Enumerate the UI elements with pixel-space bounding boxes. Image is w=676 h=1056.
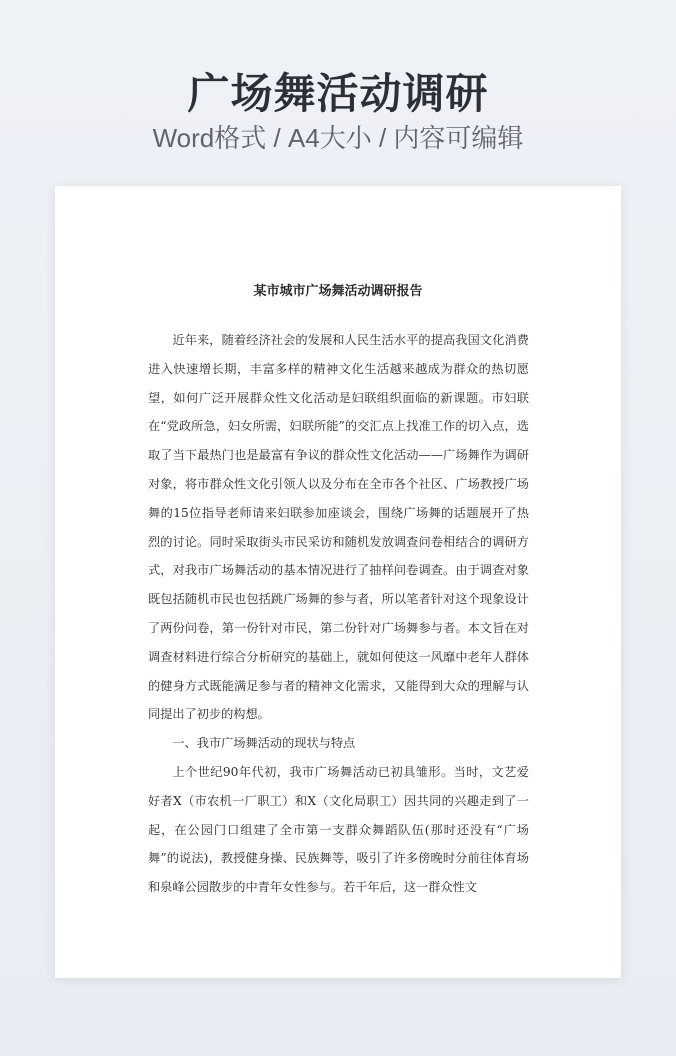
intro-paragraph: 近年来，随着经济社会的发展和人民生活水平的提高我国文化消费进入快速增长期，丰富多样的精神文化生活越来越成为群众的热切愿望，如何广泛开展群众性文化活动是妇联组织面临的新课题。市妇联在“党政所急，妇女所需，妇联所能”的交汇点上找准工作的切入点，选取了当下最热门也是最富有争议的群众性文化活动——广场舞作为调研对象，将市群众性文化引领人以及分布在全市各个社区、广场教授广场舞的15位指导老师请来妇联参加座谈会，围绕广场舞的话题展开了热烈的讨论。同时采取街头市民采访和随机发放调查问卷相结合的调研方式，对我市广场舞活动的基本情况进行了抽样问卷调查。由于调查对象既包括随机市民也包括跳广场舞的参与者，所以笔者针对这个现象设计了两份问卷，第一份针对市民，第二份针对广场舞参与者。本文旨在对调查材料进行综合分析研究的基础上，就如何使这一风靡中老年人群体的健身方式既能满足参与者的精神文化需求，又能得到大众的理解与认同提出了初步的构想。	[148, 333, 529, 722]
hero-subtitle: Word格式 / A4大小 / 内容可编辑	[152, 123, 524, 153]
hero-title: 广场舞活动调研	[187, 69, 489, 118]
document-page	[55, 186, 621, 978]
section-heading: 一、我市广场舞活动的现状与特点	[172, 736, 356, 751]
body-paragraph: 上个世纪90年代初，我市广场舞活动已初具雏形。当时，文艺爱好者X（市农机一厂职工）和X（文化局职工）因共同的兴趣走到了一起，在公园门口组建了全市第一支群众舞蹈队伍(那时还没有“广场舞”的说法)，教授健身操、民族舞等，吸引了许多傍晚时分前往体育场和泉峰公园散步的中青年女性参与。若干年后，这一群众性文	[148, 764, 529, 895]
document-title: 某市城市广场舞活动调研报告	[253, 284, 423, 299]
document-body	[148, 326, 529, 902]
